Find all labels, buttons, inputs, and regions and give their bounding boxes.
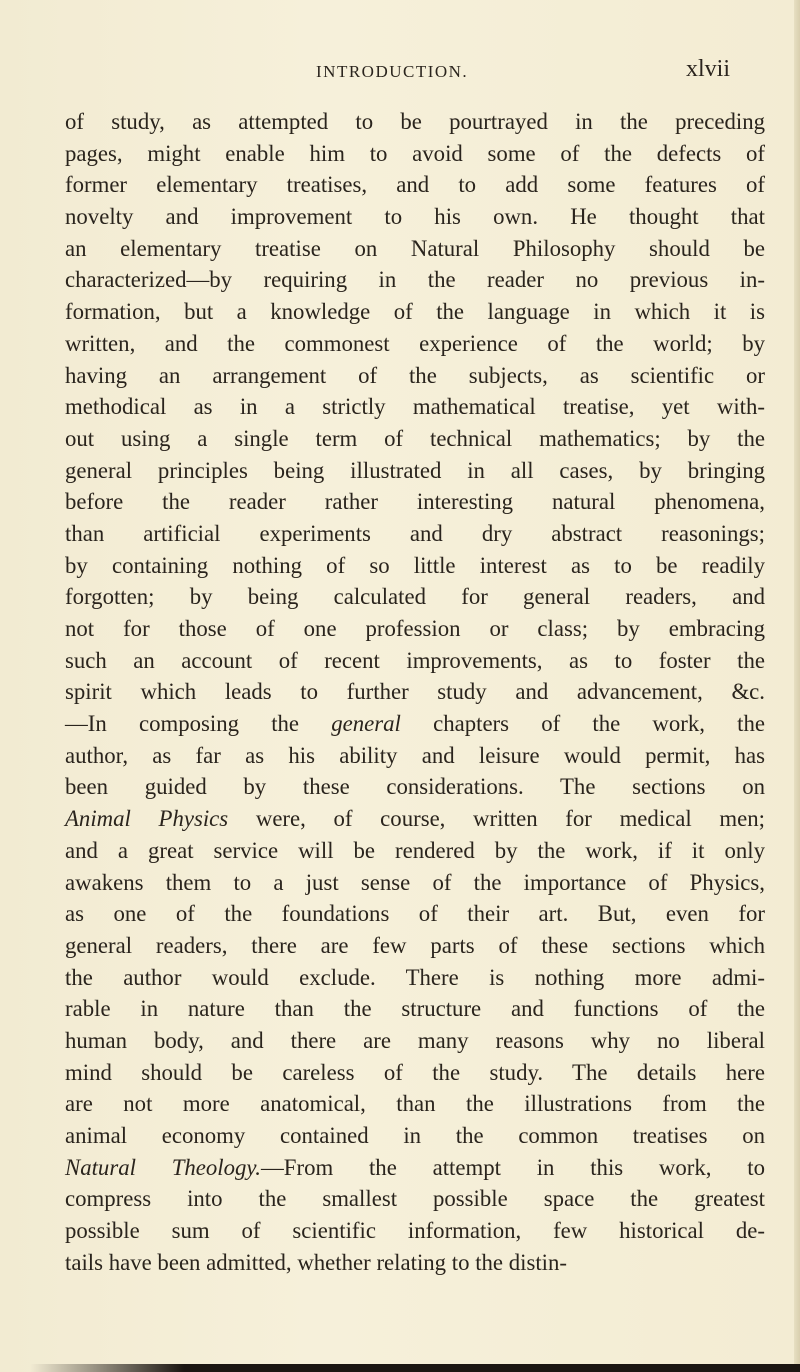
page-bottom-edge bbox=[30, 1364, 800, 1372]
text-line bbox=[65, 803, 765, 835]
text-line: characterized—by requiring in the reader no previous in- bbox=[65, 267, 765, 293]
text-line: and a great service will be rendered by the work, if it only bbox=[65, 837, 765, 863]
text-run: —From the attempt in this work, to bbox=[261, 1154, 765, 1180]
text-line bbox=[65, 1152, 765, 1184]
page-number: xlvii bbox=[686, 56, 731, 82]
italic-text-run: general bbox=[331, 711, 401, 737]
italic-text-run: Animal Physics bbox=[65, 806, 229, 832]
text-line: rable in nature than the structure and functions of the bbox=[65, 996, 765, 1022]
text-line: tails have been admitted, whether relating to the distin- bbox=[65, 1249, 568, 1275]
page-edge-shadow bbox=[794, 0, 800, 1372]
text-run: chapters of the work, the bbox=[400, 711, 765, 737]
text-line: formation, but a knowledge of the language in which it is bbox=[65, 299, 765, 325]
text-run: were, of course, written for medical men; bbox=[228, 806, 765, 832]
text-line: not for those of one profession or class; by embracing bbox=[65, 616, 765, 641]
text-line: an elementary treatise on Natural Philosophy should be bbox=[65, 235, 765, 261]
text-line: spirit which leads to further study and advancement, &c. bbox=[65, 679, 765, 705]
text-line: mind should be careless of the study. The details here bbox=[65, 1059, 765, 1085]
text-line: animal economy contained in the common treatises on bbox=[65, 1123, 765, 1148]
text-line: author, as far as his ability and leisure would permit, has bbox=[65, 742, 765, 768]
text-line: possible sum of scientific information, few historical de- bbox=[65, 1218, 765, 1244]
text-line: out using a single term of technical mathematics; by the bbox=[65, 425, 765, 451]
text-line: human body, and there are many reasons why no liberal bbox=[65, 1027, 765, 1053]
text-line: awakens them to a just sense of the importance of Physics, bbox=[65, 869, 765, 895]
text-line: written, and the commonest experience of the world; by bbox=[65, 330, 765, 356]
text-line: such an account of recent improvements, as to foster the bbox=[65, 647, 765, 673]
text-line: been guided by these considerations. The sections on bbox=[65, 774, 765, 800]
text-line: than artificial experiments and dry abstract reasonings; bbox=[65, 520, 765, 546]
text-line: as one of the foundations of their art. But, even for bbox=[65, 901, 765, 927]
text-line: former elementary treatises, and to add some features of bbox=[65, 172, 765, 198]
body-text bbox=[65, 106, 765, 1278]
text-line: general readers, there are few parts of these sections which bbox=[65, 932, 765, 958]
running-head: INTRODUCTION. bbox=[316, 62, 469, 81]
italic-text-run: Natural Theology. bbox=[65, 1154, 261, 1180]
text-line: by containing nothing of so little interest as to be readily bbox=[65, 552, 765, 578]
text-line bbox=[65, 708, 765, 740]
text-line: having an arrangement of the subjects, as scientific or bbox=[65, 362, 765, 388]
text-line: before the reader rather interesting natural phenomena, bbox=[65, 489, 765, 515]
text-line: compress into the smallest possible space the greatest bbox=[65, 1186, 765, 1212]
text-line: are not more anatomical, than the illustrations from the bbox=[65, 1091, 765, 1117]
text-line: pages, might enable him to avoid some of the defects of bbox=[65, 140, 765, 166]
text-line: the author would exclude. There is nothing more admi- bbox=[65, 964, 765, 990]
text-line: methodical as in a strictly mathematical treatise, yet with- bbox=[65, 394, 765, 420]
text-line: novelty and improvement to his own. He thought that bbox=[65, 204, 765, 230]
text-line: forgotten; by being calculated for general readers, and bbox=[65, 584, 765, 610]
text-run: —In composing the bbox=[65, 711, 332, 737]
text-line: general principles being illustrated in all cases, by bringing bbox=[65, 457, 765, 483]
page-header bbox=[316, 56, 756, 90]
text-line: of study, as attempted to be pourtrayed in the preceding bbox=[65, 109, 765, 134]
